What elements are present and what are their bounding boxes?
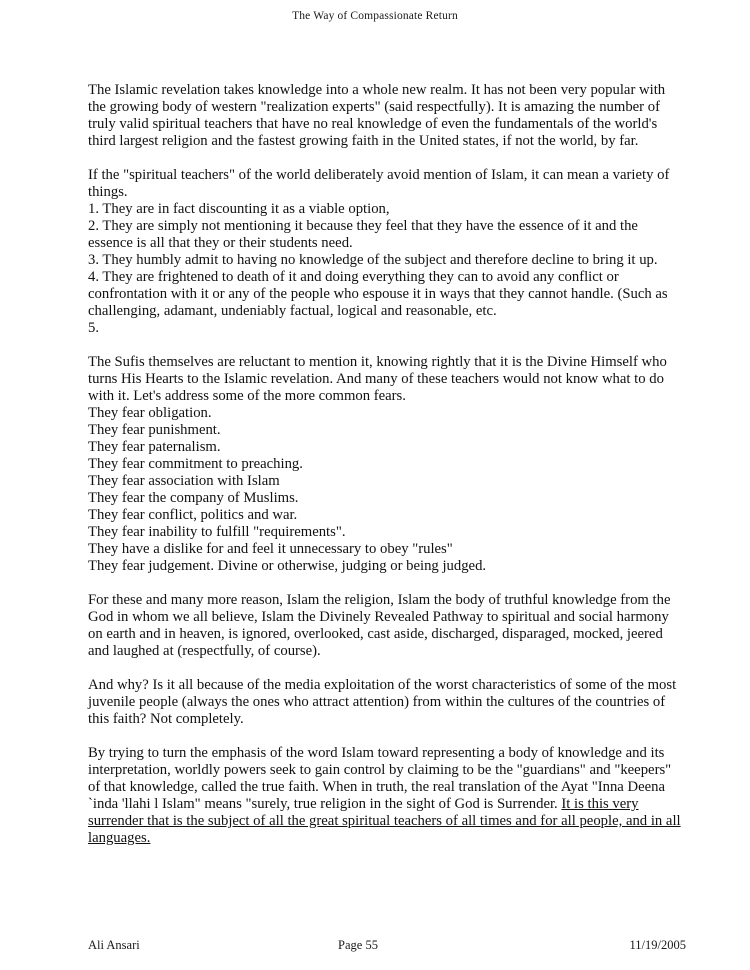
paragraph-spiritual-teachers-intro: If the "spiritual teachers" of the world deliberately avoid mention of Islam, it can mean a variety of things.	[88, 167, 674, 200]
fear-list-section	[88, 354, 686, 575]
paragraph-sufis-intro: The Sufis themselves are reluctant to mention it, knowing rightly that it is the Divine Himself who turns His Hearts to the Islamic revelation. And many of these teachers would not know what to do with it. Let's address some of the more common fears.	[88, 354, 671, 404]
list-item: 5.	[88, 320, 100, 336]
paragraph-for-these-reasons: For these and many more reason, Islam the religion, Islam the body of truthful knowledge from the God in whom we all believe, Islam the Divinely Revealed Pathway to spiritual and social harmony on earth and in heaven, is ignored, overlooked, cast aside, discharged, disparaged, mocked, jeered and laughed at (respectfully, of course).	[88, 592, 671, 659]
list-item: They fear punishment.	[88, 422, 221, 438]
list-item: 2. They are simply not mentioning it because they feel that they have the essence of it and the essence is all that they or their students need.	[88, 218, 642, 251]
footer-author: Ali Ansari	[88, 938, 140, 952]
list-item: 4. They are frightened to death of it and doing everything they can to avoid any conflict or confrontation with it or any of the people who espouse it in ways that they cannot handle. (Such as challenging, adamant, undeniably factual, logical and reasonable, etc.	[88, 269, 672, 319]
list-item: 1. They are in fact discounting it as a viable option,	[88, 201, 390, 217]
list-item: They fear inability to fulfill "requirements".	[88, 524, 346, 540]
paragraph-plain-text: By trying to turn the emphasis of the word Islam toward representing a body of knowledge and its interpretation, worldly powers seek to gain control by claiming to be the "guardians" and "keepers" of that knowledge, called the true faith. When in truth, the real translation of the Ayat "Inna Deena `inda 'llahi l Islam" means "surely, true religion in the sight of God is Surrender.	[88, 745, 672, 812]
paragraph-islamic-revelation: The Islamic revelation takes knowledge into a whole new realm. It has not been very popular with the growing body of western "realization experts" (said respectfully). It is amazing the number of truly valid spiritual teachers that have no real knowledge of even the fundamentals of the world's third largest religion and the fastest growing faith in the United states, if not the world, by far.	[88, 82, 666, 149]
list-item: They fear obligation.	[88, 405, 212, 421]
list-item: They have a dislike for and feel it unnecessary to obey "rules"	[88, 541, 453, 557]
list-item: 3. They humbly admit to having no knowledge of the subject and therefore decline to bring it up.	[88, 252, 658, 268]
list-item: They fear paternalism.	[88, 439, 221, 455]
list-item: They fear association with Islam	[88, 473, 280, 489]
paragraph-and-why: And why? Is it all because of the media exploitation of the worst characteristics of some of the most juvenile people (always the ones who attract attention) from within the cultures of the countries of this faith? Not completely.	[88, 677, 677, 727]
footer-page-number: Page 55	[338, 938, 378, 952]
list-item: They fear conflict, politics and war.	[88, 507, 298, 523]
footer-date: 11/19/2005	[629, 938, 686, 952]
numbered-list-section	[88, 167, 686, 337]
list-item: They fear judgement. Divine or otherwise, judging or being judged.	[88, 558, 487, 574]
paragraph-underlined-text: It is this very surrender that is the subject of all the great spiritual teachers of all times and for all people, and in all languages.	[88, 796, 681, 846]
list-item: They fear commitment to preaching.	[88, 456, 303, 472]
paragraph-emphasis-of-word-islam	[88, 745, 686, 847]
document-body	[88, 82, 686, 864]
list-item: They fear the company of Muslims.	[88, 490, 299, 506]
page-header-title: The Way of Compassionate Return	[292, 10, 458, 22]
page-footer	[0, 938, 750, 958]
